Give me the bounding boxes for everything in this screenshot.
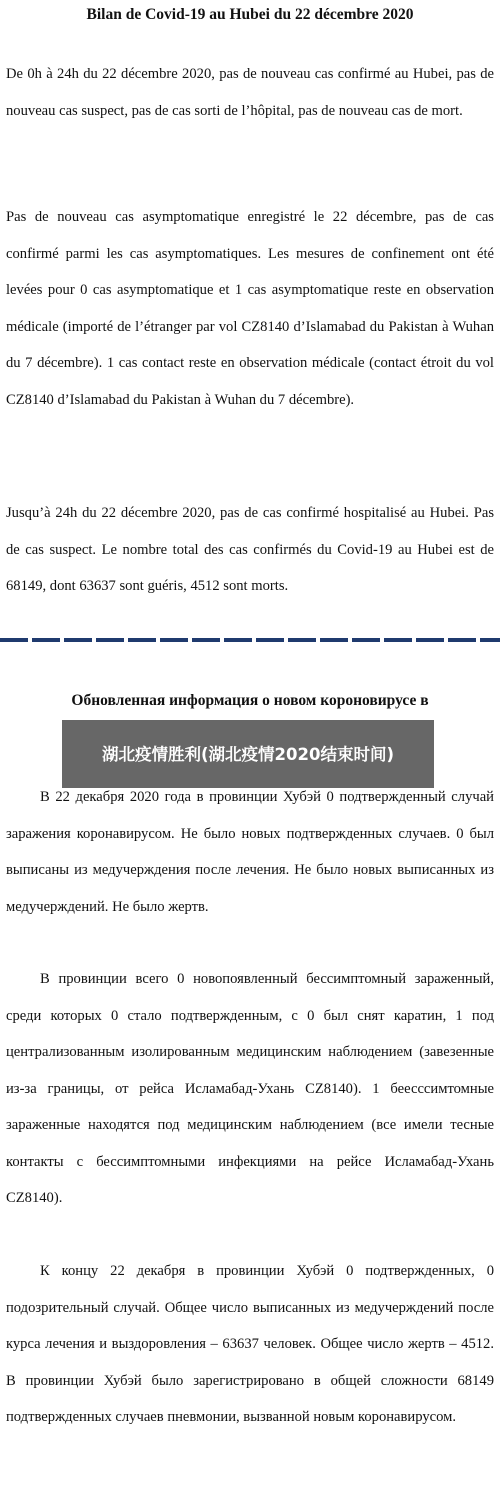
french-paragraph-1: De 0h à 24h du 22 décembre 2020, pas de nouveau cas confirmé au Hubei, pas de nouveau cas suspect, pas de cas sorti de l’hôpital, pas de nouveau cas de mort.: [6, 66, 494, 119]
caption-overlay[interactable]: [62, 720, 434, 788]
french-title: Bilan de Covid-19 au Hubei du 22 décembre 2020: [86, 6, 414, 23]
french-paragraph-2: Pas de nouveau cas asymptomatique enregistré le 22 décembre, pas de cas confirmé parmi les cas asymptomatiques. Les mesures de confinement ont été levées pour 0 cas asymptomatique et 1 cas asymptomatique reste en observation médicale (importé de l’étranger par vol CZ8140 d’Islamabad du Pakistan à Wuhan du 7 décembre). 1 cas contact reste en observation médicale (contact étroit du vol CZ8140 d’Islamabad du Pakistan à Wuhan du 7 décembre).: [6, 209, 494, 408]
overlay-caption: 湖北疫情胜利(湖北疫情2020结束时间): [101, 744, 394, 764]
section-divider: [0, 638, 500, 642]
russian-paragraph-2: В провинции всего 0 новопоявленный бессимптомный зараженный, среди которых 0 стало подтвержденным, с 0 был снят каратин, 1 под централизованным изолированным медицинским наблюдением (завезенные из-за границы, от рейса Исламабад-Ухань CZ8140). 1 беесссимтомные зараженные находятся под медицинским наблюдением (все имели тесные контакты с бессимптомными инфекциями на рейсе Исламабад-Ухань CZ8140).: [6, 971, 494, 1206]
russian-title: Обновленная информация о новом короновирусе в: [71, 692, 429, 709]
french-paragraph-3: Jusqu’à 24h du 22 décembre 2020, pas de cas confirmé hospitalisé au Hubei. Pas de cas suspect. Le nombre total des cas confirmés du Covid-19 au Hubei est de 68149, dont 63637 sont guéris, 4512 sont morts.: [6, 505, 494, 594]
russian-paragraph-1: В 22 декабря 2020 года в провинции Хубэй 0 подтвержденный случай заражения коронавирусом. Не было новых подтвержденных случаев. 0 был выписаны из медучерждения после лечения. Не было новых выписанных из медучерждений. Не было жертв.: [6, 789, 494, 915]
russian-paragraph-3: К концу 22 декабря в провинции Хубэй 0 подтвержденных, 0 подозрительный случай. Общее число выписанных из медучерждений после курса лечения и выздоровления – 63637 человек. Общее число жертв – 4512. В провинции Хубэй было зарегистрировано в общей сложности 68149 подтвержденных случаев пневмонии, вызванной новым коронавирусом.: [6, 1263, 494, 1425]
